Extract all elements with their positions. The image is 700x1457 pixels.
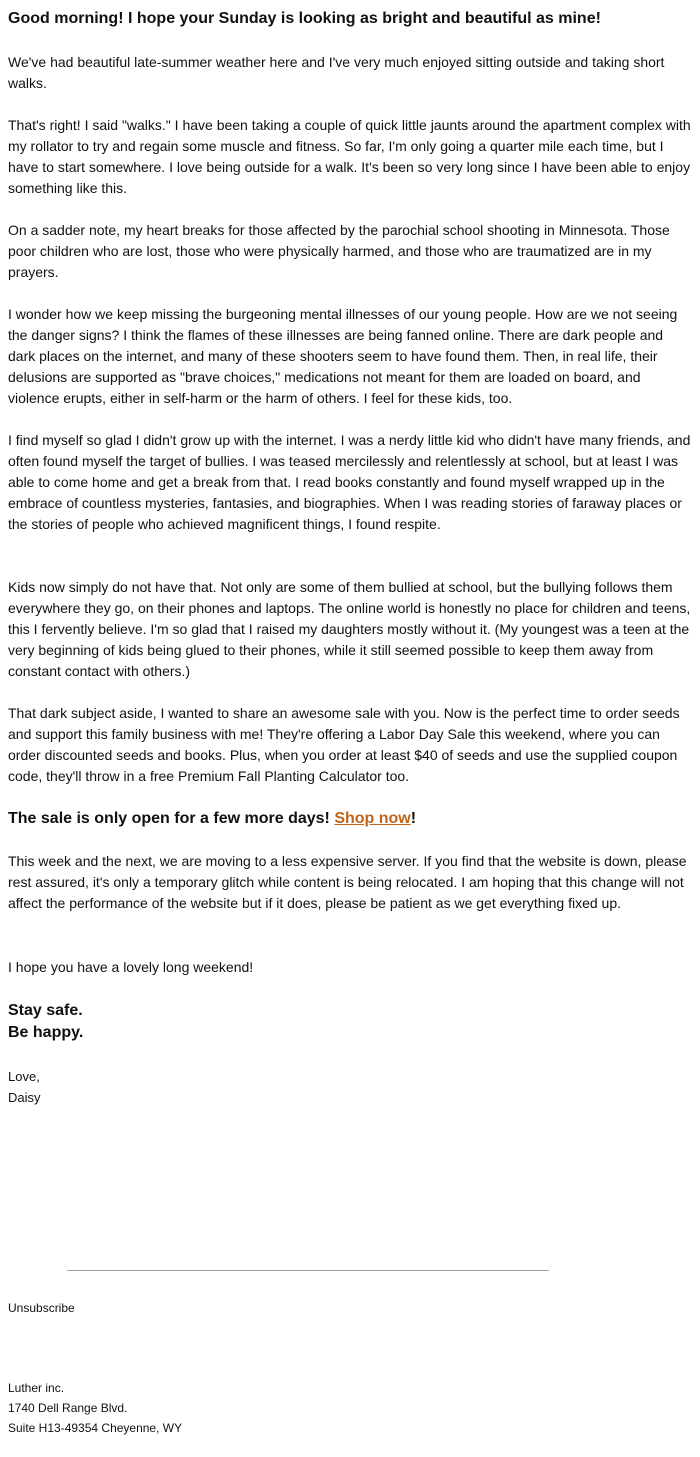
shop-now-link[interactable]: Shop now xyxy=(334,810,411,827)
signoff xyxy=(8,1000,83,1044)
paragraph-internet: I find myself so glad I didn't grow up with the internet. I was a nerdy little kid who didn't have many friends, and often found myself the target of bullies. I was teased mercilessly and relentlessly at school, but at least I was able to come home and get a break from that. I read books constantly and found myself wrapped up in the embrace of countless mysteries, fantasies, and biographies. When I was reading stories of faraway places or the stories of people who achieved magnificent things, I found respite. xyxy=(8,432,691,532)
paragraph-weekend: I hope you have a lovely long weekend! xyxy=(8,959,254,975)
sale-callout-suffix: ! xyxy=(410,810,417,827)
paragraph-kids-now: Kids now simply do not have that. Not only are some of them bullied at school, but the bullying follows them everywhere they go, on their phones and laptops. The online world is honestly no place for children and teens, this I fervently believe. I'm so glad that I raised my daughters mostly without it. (My youngest was a teen at the very beginning of kids being glued to their phones, while it still seemed possible to keep them away from constant contact with others.) xyxy=(8,579,691,679)
greeting-heading: Good morning! I hope your Sunday is looking as bright and beautiful as mine! xyxy=(8,10,601,27)
sale-callout xyxy=(8,808,416,830)
footer-address xyxy=(8,1378,182,1438)
signoff-line-1: Stay safe. xyxy=(8,1002,83,1019)
closing-line-1: Love, xyxy=(8,1069,40,1084)
address-street: 1740 Dell Range Blvd. xyxy=(8,1401,128,1415)
paragraph-sale-intro: That dark subject aside, I wanted to share an awesome sale with you. Now is the perfect time to order seeds and support this family business with me! They're offering a Labor Day Sale this weekend, where you can order discounted seeds and books. Plus, when you order at least $40 of seeds and use the supplied coupon code, they'll throw in a free Premium Fall Planting Calculator too. xyxy=(8,705,680,784)
address-suite-city: Suite H13-49354 Cheyenne, WY xyxy=(8,1421,183,1435)
paragraph-walks: That's right! I said "walks." I have been taking a couple of quick little jaunts around the apartment complex with my rollator to try and regain some muscle and fitness. So far, I'm only going a quarter mile each time, but I have to start somewhere. I love being outside for a walk. It's been so very long since I have been able to enjoy something like this. xyxy=(8,117,691,196)
signoff-line-2: Be happy. xyxy=(8,1024,84,1041)
unsubscribe-link[interactable]: Unsubscribe xyxy=(8,1301,75,1315)
sale-callout-text: The sale is only open for a few more days! xyxy=(8,810,335,827)
footer-divider xyxy=(67,1270,549,1271)
paragraph-server-move: This week and the next, we are moving to a less expensive server. If you find that the website is down, please rest assured, it's only a temporary glitch while content is being relocated. I am hoping that this change will not affect the performance of the website but if it does, please be patient as we get everything fixed up. xyxy=(8,853,687,911)
address-company: Luther inc. xyxy=(8,1381,65,1395)
paragraph-weather: We've had beautiful late-summer weather here and I've very much enjoyed sitting outside and taking short walks. xyxy=(8,54,665,91)
closing xyxy=(8,1066,41,1108)
closing-signature: Daisy xyxy=(8,1090,41,1105)
paragraph-mental-illness: I wonder how we keep missing the burgeoning mental illnesses of our young people. How are we not seeing the danger signs? I think the flames of these illnesses are being fanned online. There are dark people and dark places on the internet, and many of these shooters seem to have found them. Then, in real life, their delusions are supported as "brave choices," medications not meant for them are loaded on board, and violence erupts, either in self-harm or the harm of others. I feel for these kids, too. xyxy=(8,306,678,406)
paragraph-sad-note: On a sadder note, my heart breaks for those affected by the parochial school shooting in Minnesota. Those poor children who are lost, those who were physically harmed, and those who are traumatized are in my prayers. xyxy=(8,222,670,280)
